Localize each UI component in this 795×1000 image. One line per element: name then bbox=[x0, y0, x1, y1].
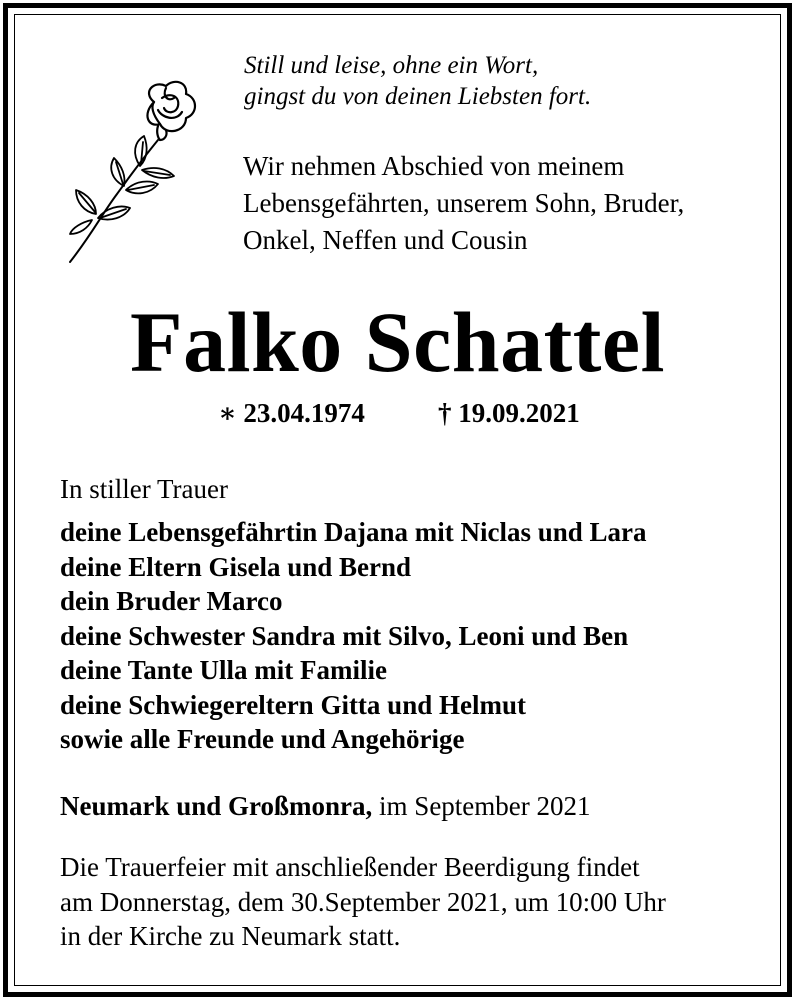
ceremony-line: am Donnerstag, dem 30.September 2021, um 10:00 Uhr bbox=[60, 886, 666, 917]
family-member: deine Schwiegereltern Gitta und Helmut bbox=[60, 689, 526, 720]
place-date: im September 2021 bbox=[379, 791, 591, 821]
family-list bbox=[60, 515, 647, 757]
intro-line: Lebensgefährten, unserem Sohn, Bruder, bbox=[243, 188, 685, 218]
deceased-name: Falko Schattel bbox=[130, 294, 665, 390]
poem-line: gingst du von deinen Liebsten fort. bbox=[244, 83, 592, 110]
ceremony-line: Die Trauerfeier mit anschließender Beerdigung findet bbox=[60, 852, 640, 882]
rose-icon bbox=[62, 74, 212, 269]
funeral-notice bbox=[60, 850, 666, 954]
death-cross-icon: † bbox=[438, 398, 452, 428]
family-member: deine Lebensgefährtin Dajana mit Niclas und Lara bbox=[60, 517, 647, 547]
poem-quote bbox=[244, 50, 591, 112]
birth-date bbox=[218, 395, 365, 431]
intro-line: Onkel, Neffen und Cousin bbox=[243, 225, 528, 255]
poem-line: Still und leise, ohne ein Wort, bbox=[244, 52, 539, 79]
family-member: deine Eltern Gisela und Bernd bbox=[60, 551, 412, 582]
ceremony-line: in der Kirche zu Neumark statt. bbox=[60, 921, 401, 951]
birth-star-icon: ∗ bbox=[218, 398, 237, 428]
mourning-heading: In stiller Trauer bbox=[60, 474, 228, 504]
birth-date-value: 23.04.1974 bbox=[243, 398, 365, 428]
family-member: deine Schwester Sandra mit Silvo, Leoni und Ben bbox=[60, 620, 629, 651]
family-member: dein Bruder Marco bbox=[60, 586, 283, 616]
place-and-date bbox=[60, 789, 591, 823]
farewell-intro bbox=[243, 148, 684, 259]
family-member: sowie alle Freunde und Angehörige bbox=[60, 724, 465, 754]
place-location: Neumark und Großmonra, bbox=[60, 791, 373, 821]
family-member: deine Tante Ulla mit Familie bbox=[60, 655, 387, 685]
death-date bbox=[438, 395, 580, 431]
intro-line: Wir nehmen Abschied von meinem bbox=[243, 151, 625, 181]
death-date-value: 19.09.2021 bbox=[458, 398, 580, 428]
